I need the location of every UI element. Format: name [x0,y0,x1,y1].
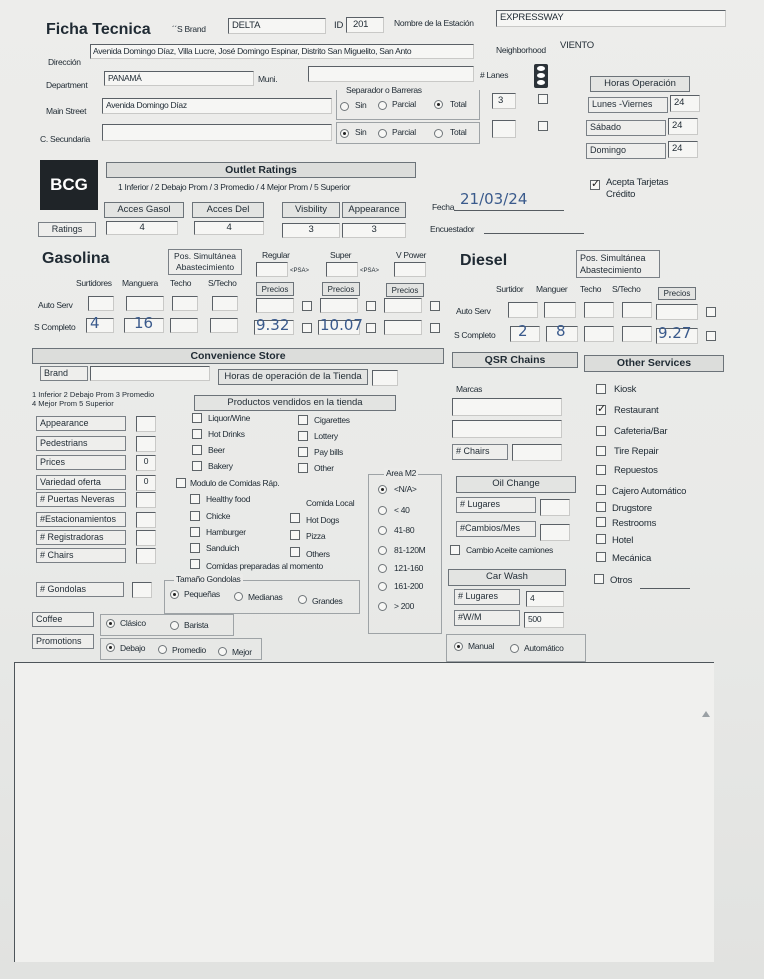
sep1-parcial-label: Parcial [392,99,416,109]
area-radio-0[interactable] [378,485,387,494]
d-sc-price-value: 9.27 [658,324,692,342]
encuestador-line[interactable] [484,233,584,234]
lanes-field-2[interactable] [492,120,516,138]
super-label: Super [330,250,352,260]
lottery-label: Lottery [314,431,338,441]
department-label: Department [46,80,88,90]
sep2-sin-radio[interactable] [340,129,349,138]
bakery-label: Bakery [208,461,233,471]
pedestrians-label: Pedestrians [36,436,126,451]
automatico-radio[interactable] [510,644,519,653]
variedad-label: Variedad oferta [36,475,126,490]
id-field[interactable]: 201 [346,17,384,33]
clasico-label: Clásico [120,618,146,628]
g-sc-vpower-cb[interactable] [430,323,440,333]
lanes-field[interactable]: 3 [492,93,516,109]
d-sc-stecho[interactable] [622,326,652,342]
super-field[interactable] [326,262,358,277]
others-label: Others [306,549,330,559]
d-as-price[interactable] [656,304,698,320]
area-opt-1: < 40 [394,505,410,515]
precios-regular-button[interactable]: Precios [256,282,294,296]
hot-drinks-checkbox[interactable] [192,429,202,439]
gondolas-field[interactable] [132,582,152,598]
puertas-field[interactable] [136,492,156,508]
g-as-mang[interactable] [126,296,164,311]
hamburger-label: Hamburger [206,527,246,537]
automatico-label: Automático [524,643,564,653]
qsr-chairs-field[interactable] [512,444,562,461]
cambios-field[interactable] [540,524,570,541]
sabado-field[interactable]: 24 [668,118,698,135]
muni-label: Muni. [258,74,278,84]
diesel-abast-text: Abastecimiento [580,265,642,275]
pos-simultanea-text: Pos. Simultánea [174,251,236,261]
oil-lugares-label: # Lugares [456,497,536,513]
cambios-label: #Cambios/Mes [456,521,536,537]
store-scale-2: 4 Mejor Prom 5 Superior [32,399,114,408]
chairs-label: # Chairs [36,548,126,563]
others-checkbox[interactable] [290,547,300,557]
cafeteria-checkbox[interactable] [596,426,606,436]
ratings-label: Ratings [38,222,96,237]
debajo-label: Debajo [120,643,146,653]
medianas-radio[interactable] [234,592,243,601]
psa-2: <PSA> [360,268,380,274]
g-sc-surt-value: 4 [90,314,100,332]
cafeteria-label: Cafeteria/Bar [614,426,668,437]
productos-button[interactable]: Productos vendidos en la tienda [194,395,396,411]
mejor-radio[interactable] [218,647,227,656]
horas-tienda-button[interactable]: Horas de operación de la Tienda [218,369,368,385]
rating-appearance[interactable]: 3 [342,223,406,238]
store-brand-field[interactable] [90,366,210,381]
scroll-up-icon[interactable] [702,711,710,717]
g-sc-regular-value: 9.32 [256,316,290,334]
hamburger-checkbox[interactable] [190,527,200,537]
regular-label: Regular [262,250,290,260]
appearance-label: Appearance [36,416,126,431]
rating-visibility[interactable]: 3 [282,223,340,238]
surtidores-label: Surtidores [76,278,112,288]
car-wash-button[interactable]: Car Wash [448,569,566,586]
d-as-mang[interactable] [544,302,576,318]
regular-field[interactable] [256,262,288,277]
marcas-field-2[interactable] [452,420,562,438]
horas-tienda-field[interactable] [372,370,398,386]
outlet-scale: 1 Inferior / 2 Debajo Prom / 3 Promedio / 4 Mejor Prom / 5 Superior [118,182,351,192]
acces-gasol-button[interactable]: Acces Gasol [104,202,184,218]
other-label: Other [314,463,334,473]
prices-label: Prices [36,455,126,470]
area-opt-2: 41-80 [394,525,415,535]
direccion-label: Dirección [48,57,81,67]
sabado-label: Sábado [586,120,666,136]
main-street-label: Main Street [46,106,87,116]
c-secundaria-field[interactable] [102,124,332,141]
otros-checkbox[interactable] [594,574,604,584]
sep2-parcial-radio[interactable] [378,129,387,138]
traffic-light-icon [534,64,548,88]
prices-field[interactable]: 0 [136,455,156,471]
diesel-title: Diesel [460,252,508,269]
g-sc-stecho[interactable] [210,318,238,333]
fecha-value[interactable]: 21/03/24 [460,190,528,208]
g-as-vpower[interactable] [384,298,422,313]
marcas-label: Marcas [456,384,483,394]
g-as-super[interactable] [320,298,358,313]
cambio-aceite-label: Cambio Aceite camiones [466,545,553,555]
chicke-checkbox[interactable] [190,511,200,521]
station-field[interactable]: EXPRESSWAY [496,10,726,27]
domingo-label: Domingo [586,143,666,159]
repuestos-checkbox[interactable] [596,465,606,475]
registradoras-field[interactable] [136,530,156,546]
qsr-chairs-label: # Chairs [452,444,508,460]
neighborhood-value[interactable]: VIENTO [560,40,594,51]
brand-field[interactable]: DELTA [228,18,326,34]
fecha-label: Fecha [432,202,455,212]
d-as-techo[interactable] [584,302,614,318]
precios-super-button[interactable]: Precios [322,282,360,296]
brand-label: ´´S Brand [172,24,206,34]
g-as-techo[interactable] [172,296,198,311]
sep1-sin-label: Sin [355,100,367,110]
tire-repair-checkbox[interactable] [596,446,606,456]
tamano-label: Tamaño Gondolas [176,574,241,584]
pizza-checkbox[interactable] [290,530,300,540]
area-opt-5: 161-200 [394,581,424,591]
cw-lugares-label: # Lugares [454,589,520,605]
tarjetas-label: Acepta Tarjetas [606,177,669,188]
fecha-line [454,210,564,211]
outlet-ratings-header: Outlet Ratings [106,162,416,178]
visibility-button[interactable]: Visbility [282,202,340,218]
pizza-label: Pizza [306,531,326,541]
bakery-checkbox[interactable] [192,461,202,471]
comidas-prep-checkbox[interactable] [190,559,200,569]
comidas-prep-label: Comidas preparadas al momento [206,561,323,571]
liquor-checkbox[interactable] [192,413,202,423]
area-radio-4[interactable] [378,564,387,573]
cigarettes-label: Cigarettes [314,415,350,425]
marcas-field-1[interactable] [452,398,562,416]
g-as-stecho[interactable] [212,296,238,311]
area-opt-3: 81-120M [394,545,426,555]
abastecimiento-text: Abastecimiento [175,262,235,272]
otros-line[interactable] [640,588,690,589]
diesel-pos-text: Pos. Simultánea [580,253,646,263]
mejor-label: Mejor [232,647,252,657]
drugstore-label: Drugstore [612,503,652,514]
encuestador-label: Encuestador [430,224,475,234]
wm-field[interactable]: 500 [524,612,564,628]
convenience-store-header: Convenience Store [32,348,444,364]
sandwich-checkbox[interactable] [190,543,200,553]
g-sc-super-value: 10.07 [320,316,363,334]
repuestos-label: Repuestos [614,465,658,476]
promotions-label: Promotions [32,634,94,649]
appearance-button[interactable]: Appearance [342,202,406,218]
restrooms-label: Restrooms [612,518,657,529]
id-label: ID [334,20,344,31]
sep2-sin-label: Sin [355,127,367,137]
chicke-label: Chicke [206,511,231,521]
d-sc-techo[interactable] [584,326,614,342]
muni-field[interactable] [308,66,474,82]
g-sc-techo[interactable] [170,318,198,333]
kiosk-label: Kiosk [614,384,637,395]
cambio-aceite-checkbox[interactable] [450,545,460,555]
pay-bills-checkbox[interactable] [298,447,308,457]
beer-label: Beer [208,445,225,455]
diesel-pos-simultanea [576,250,660,278]
cw-lugares-field[interactable]: 4 [526,591,564,607]
other-services-header: Other Services [584,355,724,372]
wm-label: #W/M [454,610,520,626]
vpower-field[interactable] [394,262,426,277]
area-radio-1[interactable] [378,506,387,515]
hot-dogs-label: Hot Dogs [306,515,340,525]
s-techo-label: S/Techo [208,278,237,288]
promedio-label: Promedio [172,645,206,655]
sep1-total-label: Total [450,99,467,109]
hotel-label: Hotel [612,535,634,546]
sandwich-label: Sanduich [206,543,240,553]
d-as-surt[interactable] [508,302,538,318]
restrooms-checkbox[interactable] [596,517,606,527]
pequenas-radio[interactable] [170,590,179,599]
g-sc-vpower[interactable] [384,320,422,335]
sep2-total-label: Total [450,127,467,137]
pay-bills-label: Pay bills [314,447,343,457]
tarjetas-label-2: Crédito [606,189,636,200]
manguera-label: Manguera [122,278,158,288]
oil-lugares-field[interactable] [540,499,570,516]
registradoras-label: # Registradoras [36,530,126,545]
lottery-checkbox[interactable] [298,431,308,441]
restaurant-checkbox[interactable] [596,405,606,415]
g-as-regular-cb[interactable] [302,301,312,311]
g-sc-mang-value: 16 [134,314,154,332]
lanes-label: # Lanes [480,70,509,80]
restaurant-label: Restaurant [614,405,659,416]
modulo-checkbox[interactable] [176,478,186,488]
rating-acces-gasol[interactable]: 4 [106,221,178,235]
rating-acces-del[interactable]: 4 [194,221,264,235]
techo-label: Techo [170,278,192,288]
separador-label: Separador o Barreras [346,85,422,95]
page-title: Ficha Tecnica [46,21,151,38]
sep1-sin-radio[interactable] [340,102,349,111]
lanes-check-1[interactable] [538,94,548,104]
g-as-vpower-cb[interactable] [430,301,440,311]
tire-repair-label: Tire Repair [614,446,659,457]
coffee-label: Coffee [32,612,94,627]
area-opt-6: > 200 [394,601,415,611]
cajero-checkbox[interactable] [596,485,606,495]
healthy-label: Healthy food [206,494,251,504]
bcg-logo: BCG [40,160,98,210]
kiosk-checkbox[interactable] [596,384,606,394]
psa-1: <PSA> [290,268,310,274]
area-opt-0: <N/A> [394,484,417,494]
d-sc-mang-value: 8 [556,322,566,340]
d-sc-surt-value: 2 [518,322,528,340]
hot-dogs-checkbox[interactable] [290,513,300,523]
gasolina-pos-simultanea [168,249,242,275]
hot-drinks-label: Hot Drinks [208,429,245,439]
direccion-field[interactable]: Avenida Domingo Díaz, Villa Lucre, José Domingo Espinar, Distrito San Miguelito, San Anto [90,44,474,59]
lanes-check-2[interactable] [538,121,548,131]
other-checkbox[interactable] [298,463,308,473]
variedad-field[interactable]: 0 [136,475,156,491]
pedestrians-field[interactable] [136,436,156,452]
clasico-radio[interactable] [106,619,115,628]
area-radio-3[interactable] [378,546,387,555]
mecanica-checkbox[interactable] [596,552,606,562]
g-sc-super-cb[interactable] [366,323,376,333]
hotel-checkbox[interactable] [596,534,606,544]
g-as-regular[interactable] [256,298,294,313]
horas-operacion-button[interactable]: Horas Operación [590,76,690,92]
qsr-chains-header: QSR Chains [452,352,578,368]
sep1-total-radio[interactable] [434,100,443,109]
sep2-parcial-label: Parcial [392,127,416,137]
station-label: Nombre de la Estación [394,18,474,28]
modulo-label: Modulo de Comidas Ráp. [190,478,280,488]
precios-vpower-button[interactable]: Precios [386,283,424,297]
d-sc-price-cb[interactable] [706,331,716,341]
sep1-parcial-radio[interactable] [378,101,387,110]
diesel-techo-label: Techo [580,284,602,294]
estacionamientos-field[interactable] [136,512,156,528]
main-street-field[interactable]: Avenida Domingo Díaz [102,98,332,114]
tarjetas-checkbox[interactable] [590,180,600,190]
diesel-auto-serv-label: Auto Serv [456,306,491,316]
manual-label: Manual [468,641,495,651]
diesel-precios-button[interactable]: Precios [658,287,696,300]
estacionamientos-label: #Estacionamientos [36,512,126,527]
medianas-label: Medianas [248,592,283,602]
promedio-radio[interactable] [158,645,167,654]
barista-radio[interactable] [170,621,179,630]
auto-serv-label: Auto Serv [38,300,73,310]
cigarettes-checkbox[interactable] [298,415,308,425]
area-radio-2[interactable] [378,526,387,535]
s-completo-label: S Completo [34,322,76,332]
pequenas-label: Pequeñas [184,589,220,599]
g-sc-regular-cb[interactable] [302,323,312,333]
d-as-stecho[interactable] [622,302,652,318]
d-as-price-cb[interactable] [706,307,716,317]
area-radio-5[interactable] [378,582,387,591]
puertas-label: # Puertas Neveras [36,492,126,507]
comida-local-label: Comida Local [306,498,355,508]
vpower-label: V Power [396,250,427,260]
gondolas-label: # Gondolas [36,582,124,597]
otros-label: Otros [610,575,633,586]
domingo-field[interactable]: 24 [668,141,698,158]
area-radio-6[interactable] [378,602,387,611]
sep2-total-radio[interactable] [434,129,443,138]
store-scale-1: 1 Inferior 2 Debajo Prom 3 Promedio [32,390,155,399]
comments-textarea[interactable] [14,662,714,962]
g-as-surt[interactable] [88,296,114,311]
area-label: Area M2 [386,468,417,478]
lunes-viernes-field[interactable]: 24 [670,95,700,112]
oil-change-button[interactable]: Oil Change [456,476,576,493]
manual-radio[interactable] [454,642,463,651]
drugstore-checkbox[interactable] [596,502,606,512]
gasolina-title: Gasolina [42,250,110,267]
liquor-label: Liquor/Wine [208,413,251,423]
diesel-s-completo-label: S Completo [454,330,496,340]
acces-del-button[interactable]: Acces Del [192,202,264,218]
chairs-field[interactable] [136,548,156,564]
cajero-label: Cajero Automático [612,486,687,497]
g-as-super-cb[interactable] [366,301,376,311]
diesel-surtidor-label: Surtidor [496,284,524,294]
area-opt-4: 121-160 [394,563,424,573]
department-field[interactable]: PANAMÁ [104,71,254,86]
grandes-label: Grandes [312,596,343,606]
grandes-radio[interactable] [298,595,307,604]
c-secundaria-label: C. Secundaria [40,134,90,144]
store-brand-label: Brand [40,366,88,381]
appearance-field[interactable] [136,416,156,432]
barista-label: Barista [184,620,209,630]
diesel-stecho-label: S/Techo [612,284,641,294]
neighborhood-label: Neighborhood [496,45,546,55]
diesel-manguer-label: Manguer [536,284,568,294]
mecanica-label: Mecánica [612,553,652,564]
lunes-viernes-label: Lunes -Viernes [588,97,668,113]
debajo-radio[interactable] [106,643,115,652]
beer-checkbox[interactable] [192,445,202,455]
healthy-checkbox[interactable] [190,494,200,504]
